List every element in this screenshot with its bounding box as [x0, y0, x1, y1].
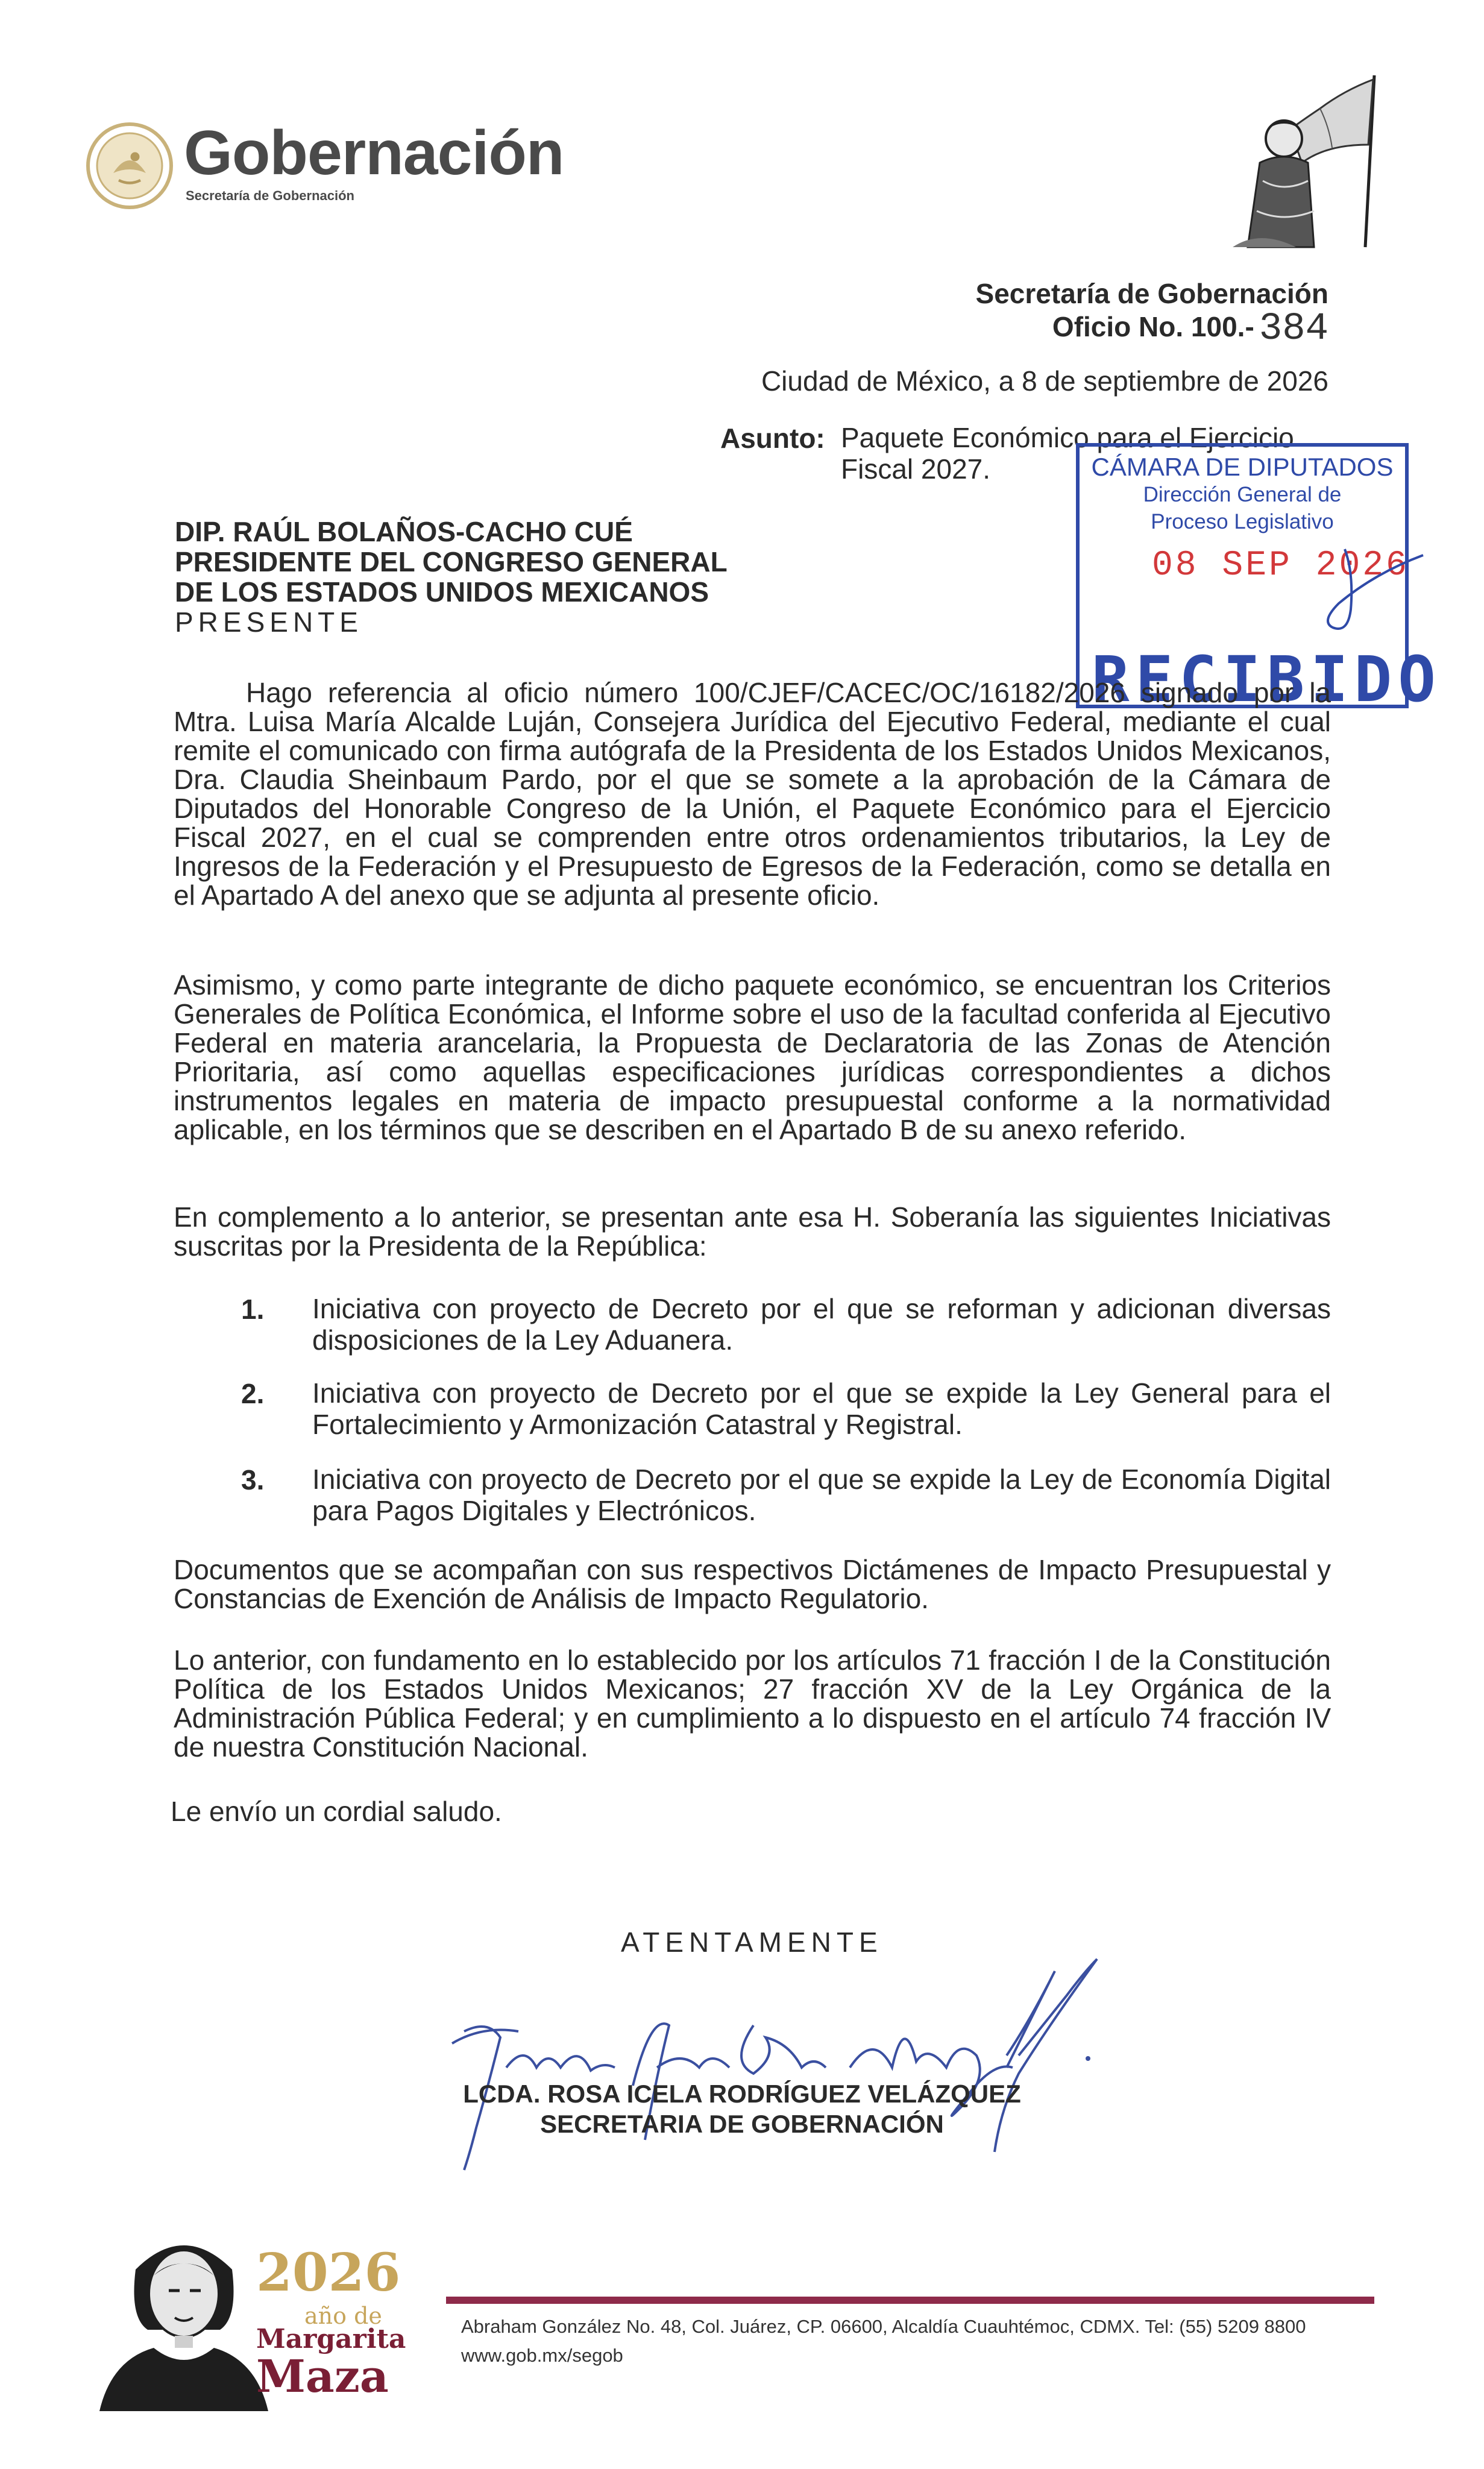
footer-address: Abraham González No. 48, Col. Juárez, CP. 06600, Alcaldía Cuauhtémoc, CDMX. Tel: (55) 5209 8800	[461, 2316, 1306, 2337]
coat-of-arms-seal-icon	[84, 121, 175, 211]
addressee-organization: DE LOS ESTADOS UNIDOS MEXICANOS	[175, 576, 709, 608]
addressee-title: PRESIDENTE DEL CONGRESO GENERAL	[175, 546, 728, 577]
stamp-chamber: CÁMARA DE DIPUTADOS	[1091, 453, 1394, 481]
stamp-process: Proceso Legislativo	[1151, 510, 1334, 533]
list-item-number: 2.	[241, 1378, 265, 1409]
date-line: Ciudad de México, a 8 de septiembre de 2026	[761, 365, 1328, 397]
stamp-received-label: RECIBIDO	[1092, 643, 1442, 716]
oficio-number: 384	[1259, 307, 1328, 351]
stamp-initials-scribble	[1309, 537, 1429, 646]
flag-bearer-illustration	[1224, 72, 1386, 253]
body-paragraph-5: Lo anterior, con fundamento en lo establecido por los artículos 71 fracción I de la Constitución Política de los Estados Unidos Mexicanos; 27 fracción XV de la Ley Orgánica de la Administración Pública Federal; y en cumplimiento a lo dispuesto en el artículo 74 fracción IV de nuestra Constitución Nacional.	[174, 1644, 1331, 1763]
list-item-number: 1.	[241, 1294, 265, 1325]
closing-salutation: ATENTAMENTE	[621, 1926, 883, 1958]
margarita-maza-portrait	[99, 2227, 268, 2411]
body-paragraph-2: Asimismo, y como parte integrante de dicho paquete económico, se encuentran los Criterios Generales de Política Económica, el Informe sobre el uso de la facultad conferida al Ejecutivo Federal en materia arancelaria, la Propuesta de Declaratoria de las Zonas de Atención Prioritaria, así como aquellas especificaciones jurídicas correspondientes a dichos instrumentos legales en materia de impacto presupuestal conforme a la normatividad aplicable, en los términos que se describen en el Apartado B de su anexo referido.	[174, 969, 1331, 1145]
oficio-label: Oficio No. 100.-	[1052, 311, 1254, 342]
signer-name: LCDA. ROSA ICELA RODRÍGUEZ VELÁZQUEZ	[463, 2080, 1021, 2108]
commemorative-name-last: Maza	[256, 2351, 389, 2403]
received-stamp	[1076, 443, 1442, 716]
body-paragraph-1: Hago referencia al oficio número 100/CJEF/CACEC/OC/16182/2026 signado por la Mtra. Luisa María Alcalde Luján, Consejera Jurídica del Ejecutivo Federal, mediante el cual remite el comunicado con firma autógrafa de la Presidenta de los Estados Unidos Mexicanos, Dra. Claudia Sheinbaum Pardo, por el que se somete a la aprobación de la Cámara de Diputados del Honorable Congreso de la Unión, el Paquete Económico para el Ejercicio Fiscal 2027, en el cual se comprenden entre otros ordenamientos tributarios, la Ley de Ingresos de la Federación y el Presupuesto de Egresos de la Federación, como se detalla en el Apartado A del anexo que se adjunta al presente oficio.	[174, 677, 1331, 911]
signer-role: SECRETARIA DE GOBERNACIÓN	[540, 2110, 944, 2138]
brand-subtitle: Secretaría de Gobernación	[186, 188, 354, 203]
body-paragraph-3: En complemento a lo anterior, se presentan ante esa H. Soberanía las siguientes Iniciativas suscritas por la Presidenta de la República:	[174, 1201, 1331, 1262]
greeting-line: Le envío un cordial saludo.	[171, 1796, 502, 1827]
commemorative-name-first: Margarita	[256, 2324, 406, 2354]
commemorative-year: 2026	[256, 2242, 401, 2303]
oficio-number-line	[1052, 307, 1328, 351]
brand-name: Gobernación	[184, 118, 564, 188]
addressee-name: DIP. RAÚL BOLAÑOS-CACHO CUÉ	[175, 516, 633, 547]
addressee-present: PRESENTE	[175, 606, 363, 638]
commemorative-year-subtitle: año de	[304, 2303, 382, 2329]
reference-department: Secretaría de Gobernación	[975, 278, 1328, 309]
footer-website-link[interactable]: www.gob.mx/segob	[461, 2345, 623, 2366]
body-paragraph-4: Documentos que se acompañan con sus respectivos Dictámenes de Impacto Presupuestal y Constancias de Exención de Análisis de Impacto Regulatorio.	[174, 1554, 1331, 1614]
stamp-date: 08 SEP 2026	[1152, 546, 1409, 585]
list-item-text: Iniciativa con proyecto de Decreto por el que se expide la Ley de Economía Digital para Pagos Digitales y Electrónicos.	[312, 1464, 1331, 1526]
stamp-directorate: Dirección General de	[1143, 483, 1342, 506]
asunto-text: Paquete Económico para el Ejercicio Fiscal 2027.	[841, 422, 1294, 485]
list-item-text: Iniciativa con proyecto de Decreto por el que se reforman y adicionan diversas disposiciones de la Ley Aduanera.	[312, 1293, 1331, 1356]
list-item-number: 3.	[241, 1464, 265, 1496]
footer-divider	[446, 2297, 1374, 2304]
asunto-label: Asunto:	[720, 423, 825, 454]
list-item-text: Iniciativa con proyecto de Decreto por el que se expide la Ley General para el Fortalecimiento y Armonización Catastral y Registral.	[312, 1377, 1331, 1440]
